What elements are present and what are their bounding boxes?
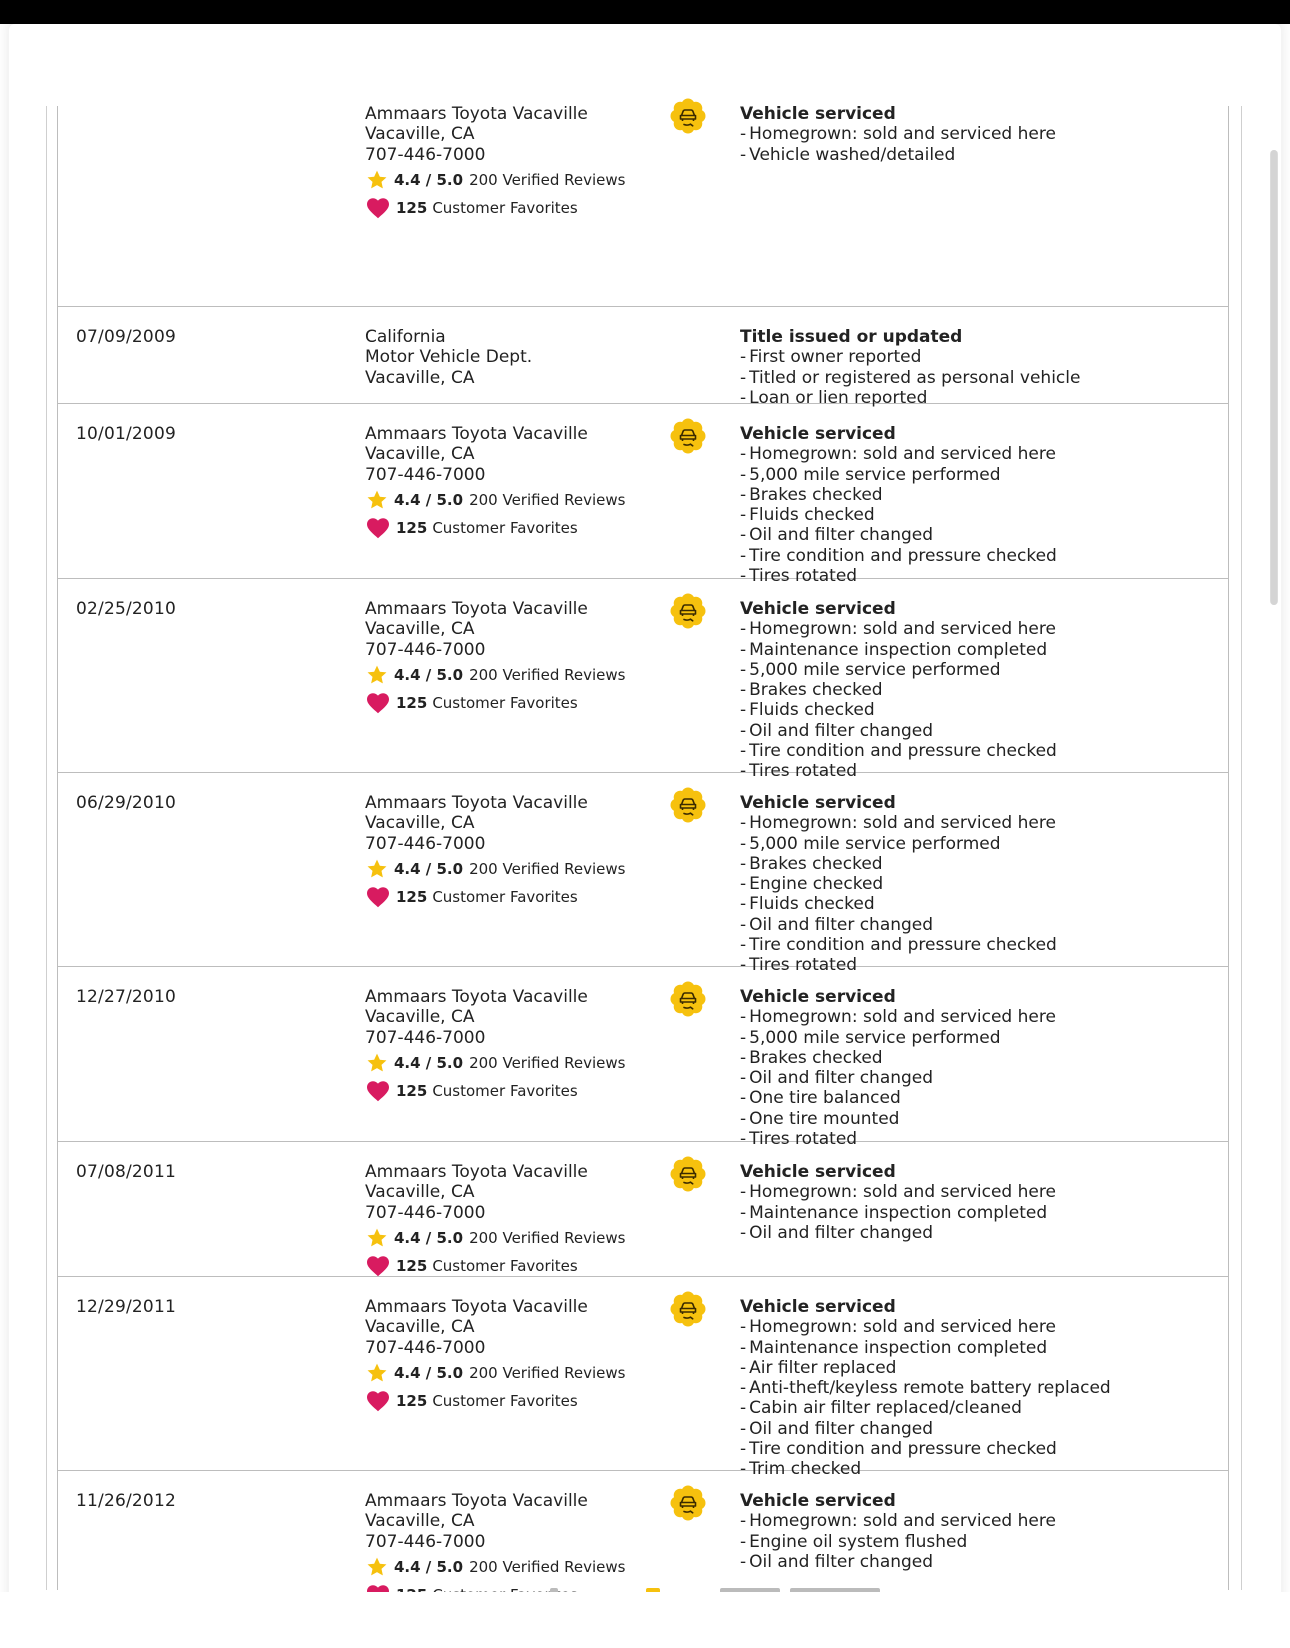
rating-score: 4.4 / 5.0 bbox=[394, 170, 464, 189]
favorites-label: Customer Favorites bbox=[432, 1256, 578, 1275]
detail-title: Vehicle serviced bbox=[740, 1491, 896, 1511]
record-details bbox=[740, 1297, 1111, 1480]
customer-favorites[interactable] bbox=[365, 517, 625, 539]
dealer-rating[interactable] bbox=[365, 664, 625, 686]
detail-item: - Oil and filter changed bbox=[740, 1068, 1056, 1088]
detail-title: Vehicle serviced bbox=[740, 987, 896, 1007]
detail-item: - 5,000 mile service performed bbox=[740, 834, 1057, 854]
detail-item: - Tire condition and pressure checked bbox=[740, 1439, 1111, 1459]
review-count[interactable]: 200 Verified Reviews bbox=[469, 170, 626, 189]
record-date: 07/09/2009 bbox=[76, 327, 176, 347]
heart-icon bbox=[366, 1390, 390, 1412]
source-address-line: Vacaville, CA bbox=[365, 619, 475, 640]
detail-item: - One tire balanced bbox=[740, 1088, 1056, 1108]
car-wrench-icon bbox=[670, 98, 706, 134]
vehicle-history-table bbox=[57, 106, 1229, 1590]
review-count[interactable]: 200 Verified Reviews bbox=[469, 490, 626, 509]
record-details bbox=[740, 424, 1057, 586]
detail-item: - Tires rotated bbox=[740, 955, 1057, 975]
favorites-label: Customer Favorites bbox=[432, 1391, 578, 1410]
heart-icon bbox=[366, 197, 390, 219]
source-name: Ammaars Toyota Vacaville bbox=[365, 599, 588, 619]
favorites-label: Customer Favorites bbox=[432, 693, 578, 712]
scrollbar-thumb[interactable] bbox=[1271, 150, 1277, 605]
star-icon bbox=[366, 169, 388, 191]
detail-item: - Oil and filter changed bbox=[740, 525, 1057, 545]
detail-item: - One tire mounted bbox=[740, 1109, 1056, 1129]
detail-item: - First owner reported bbox=[740, 347, 1080, 367]
star-icon bbox=[366, 1227, 388, 1249]
record-date: 02/25/2010 bbox=[76, 599, 176, 619]
rating-score: 4.4 / 5.0 bbox=[394, 1557, 464, 1576]
favorites-label: Customer Favorites bbox=[432, 518, 578, 537]
dealer-rating[interactable] bbox=[365, 858, 625, 880]
detail-item: - Loan or lien reported bbox=[740, 388, 1080, 408]
favorites-label: Customer Favorites bbox=[432, 1081, 578, 1100]
detail-item: - Titled or registered as personal vehicle bbox=[740, 368, 1080, 388]
source-phone: 707-446-7000 bbox=[365, 1027, 486, 1048]
detail-item: - Tires rotated bbox=[740, 761, 1057, 781]
rating-score: 4.4 / 5.0 bbox=[394, 1228, 464, 1247]
review-count[interactable]: 200 Verified Reviews bbox=[469, 1228, 626, 1247]
record-date: 11/26/2012 bbox=[76, 1491, 176, 1511]
rating-score: 4.4 / 5.0 bbox=[394, 665, 464, 684]
customer-favorites[interactable] bbox=[365, 1080, 625, 1102]
record-source bbox=[365, 104, 625, 219]
dealer-rating[interactable] bbox=[365, 489, 625, 511]
review-count[interactable]: 200 Verified Reviews bbox=[469, 1363, 626, 1382]
source-address-line: Vacaville, CA bbox=[365, 444, 475, 465]
history-row bbox=[58, 84, 1228, 307]
detail-item: - Oil and filter changed bbox=[740, 1552, 1056, 1572]
source-address-line: Vacaville, CA bbox=[365, 1182, 475, 1203]
star-icon bbox=[366, 858, 388, 880]
heart-icon bbox=[366, 886, 390, 908]
rating-score: 4.4 / 5.0 bbox=[394, 490, 464, 509]
detail-item: - Oil and filter changed bbox=[740, 915, 1057, 935]
detail-item: - Oil and filter changed bbox=[740, 1223, 1056, 1243]
rating-score: 4.4 / 5.0 bbox=[394, 1363, 464, 1382]
review-count[interactable]: 200 Verified Reviews bbox=[469, 859, 626, 878]
favorites-count: 125 bbox=[396, 198, 428, 217]
car-wrench-icon bbox=[670, 418, 706, 454]
heart-icon bbox=[366, 1255, 390, 1277]
detail-item: - Tires rotated bbox=[740, 1129, 1056, 1149]
record-source bbox=[365, 599, 625, 714]
record-date: 10/01/2009 bbox=[76, 424, 176, 444]
record-source bbox=[365, 327, 532, 388]
detail-title: Title issued or updated bbox=[740, 327, 963, 347]
dealer-rating[interactable] bbox=[365, 1556, 625, 1578]
car-wrench-icon bbox=[670, 981, 706, 1017]
record-details bbox=[740, 104, 1056, 165]
source-name: Ammaars Toyota Vacaville bbox=[365, 104, 588, 124]
customer-favorites[interactable] bbox=[365, 886, 625, 908]
record-source bbox=[365, 1162, 625, 1277]
source-name: Ammaars Toyota Vacaville bbox=[365, 793, 588, 813]
detail-item: - Brakes checked bbox=[740, 1048, 1056, 1068]
source-name: Ammaars Toyota Vacaville bbox=[365, 424, 588, 444]
detail-item: - Oil and filter changed bbox=[740, 721, 1057, 741]
source-phone: 707-446-7000 bbox=[365, 639, 486, 660]
detail-item: - Fluids checked bbox=[740, 894, 1057, 914]
review-count[interactable]: 200 Verified Reviews bbox=[469, 1053, 626, 1072]
favorites-count: 125 bbox=[396, 1391, 428, 1410]
customer-favorites[interactable] bbox=[365, 692, 625, 714]
status-bar bbox=[0, 0, 1290, 24]
review-count[interactable]: 200 Verified Reviews bbox=[469, 1557, 626, 1576]
history-row bbox=[58, 1277, 1228, 1480]
record-source bbox=[365, 987, 625, 1102]
car-wrench-icon bbox=[670, 787, 706, 823]
record-date: 07/08/2011 bbox=[76, 1162, 176, 1182]
record-details bbox=[740, 327, 1080, 408]
source-name: Ammaars Toyota Vacaville bbox=[365, 1162, 588, 1182]
detail-title: Vehicle serviced bbox=[740, 599, 896, 619]
detail-item: - Tire condition and pressure checked bbox=[740, 935, 1057, 955]
detail-title: Vehicle serviced bbox=[740, 1162, 896, 1182]
customer-favorites[interactable] bbox=[365, 1390, 625, 1412]
detail-item: - Brakes checked bbox=[740, 854, 1057, 874]
favorites-count: 125 bbox=[396, 518, 428, 537]
record-details bbox=[740, 1162, 1056, 1243]
record-source bbox=[365, 424, 625, 539]
star-icon bbox=[366, 664, 388, 686]
dealer-rating[interactable] bbox=[365, 1227, 625, 1249]
source-address-line: Vacaville, CA bbox=[365, 367, 475, 388]
detail-item: - Homegrown: sold and serviced here bbox=[740, 124, 1056, 144]
detail-item: - Homegrown: sold and serviced here bbox=[740, 619, 1057, 639]
review-count[interactable]: 200 Verified Reviews bbox=[469, 665, 626, 684]
detail-item: - Engine checked bbox=[740, 874, 1057, 894]
customer-favorites[interactable] bbox=[365, 1255, 625, 1277]
detail-item: - Maintenance inspection completed bbox=[740, 1338, 1111, 1358]
source-address-line: Vacaville, CA bbox=[365, 813, 475, 834]
source-name: California bbox=[365, 327, 446, 347]
star-icon bbox=[366, 1556, 388, 1578]
detail-item: - Homegrown: sold and serviced here bbox=[740, 813, 1057, 833]
detail-item: - 5,000 mile service performed bbox=[740, 1028, 1056, 1048]
source-name: Ammaars Toyota Vacaville bbox=[365, 1297, 588, 1317]
source-phone: 707-446-7000 bbox=[365, 144, 486, 165]
detail-item: - Homegrown: sold and serviced here bbox=[740, 1317, 1111, 1337]
detail-item: - Homegrown: sold and serviced here bbox=[740, 1511, 1056, 1531]
star-icon bbox=[366, 1052, 388, 1074]
heart-icon bbox=[366, 692, 390, 714]
detail-item: - Air filter replaced bbox=[740, 1358, 1111, 1378]
source-phone: 707-446-7000 bbox=[365, 1202, 486, 1223]
favorites-label: Customer Favorites bbox=[432, 887, 578, 906]
source-address-line: Vacaville, CA bbox=[365, 1007, 475, 1028]
detail-item: - 5,000 mile service performed bbox=[740, 465, 1057, 485]
record-source bbox=[365, 793, 625, 908]
record-source bbox=[365, 1297, 625, 1412]
rating-score: 4.4 / 5.0 bbox=[394, 1053, 464, 1072]
history-row bbox=[58, 307, 1228, 408]
detail-item: - Fluids checked bbox=[740, 505, 1057, 525]
car-wrench-icon bbox=[670, 1291, 706, 1327]
history-row bbox=[58, 967, 1228, 1150]
history-row bbox=[58, 773, 1228, 976]
detail-item: - 5,000 mile service performed bbox=[740, 660, 1057, 680]
dealer-rating[interactable] bbox=[365, 1052, 625, 1074]
star-icon bbox=[366, 1362, 388, 1384]
heart-icon bbox=[366, 517, 390, 539]
detail-item: - Vehicle washed/detailed bbox=[740, 145, 1056, 165]
source-address-line: Vacaville, CA bbox=[365, 1317, 475, 1338]
detail-item: - Maintenance inspection completed bbox=[740, 1203, 1056, 1223]
dealer-rating[interactable] bbox=[365, 1362, 625, 1384]
detail-title: Vehicle serviced bbox=[740, 793, 896, 813]
favorites-count: 125 bbox=[396, 887, 428, 906]
heart-icon bbox=[366, 1080, 390, 1102]
star-icon bbox=[366, 489, 388, 511]
record-date: 06/29/2010 bbox=[76, 793, 176, 813]
detail-item: - Engine oil system flushed bbox=[740, 1532, 1056, 1552]
favorites-count: 125 bbox=[396, 693, 428, 712]
source-phone: 707-446-7000 bbox=[365, 464, 486, 485]
detail-item: - Brakes checked bbox=[740, 485, 1057, 505]
detail-item: - Anti-theft/keyless remote battery replaced bbox=[740, 1378, 1111, 1398]
car-wrench-icon bbox=[670, 1485, 706, 1521]
record-date: 12/27/2010 bbox=[76, 987, 176, 1007]
car-wrench-icon bbox=[670, 593, 706, 629]
detail-title: Vehicle serviced bbox=[740, 1297, 896, 1317]
detail-item: - Tire condition and pressure checked bbox=[740, 546, 1057, 566]
source-address-line: Vacaville, CA bbox=[365, 124, 475, 145]
source-address-line: Motor Vehicle Dept. bbox=[365, 347, 533, 368]
detail-title: Vehicle serviced bbox=[740, 104, 896, 124]
rating-score: 4.4 / 5.0 bbox=[394, 859, 464, 878]
favorites-count: 125 bbox=[396, 1256, 428, 1275]
car-wrench-icon bbox=[670, 1156, 706, 1192]
dealer-rating[interactable] bbox=[365, 169, 625, 191]
detail-item: - Cabin air filter replaced/cleaned bbox=[740, 1398, 1111, 1418]
favorites-count: 125 bbox=[396, 1081, 428, 1100]
source-name: Ammaars Toyota Vacaville bbox=[365, 987, 588, 1007]
history-row bbox=[58, 579, 1228, 782]
detail-item: - Fluids checked bbox=[740, 700, 1057, 720]
source-name: Ammaars Toyota Vacaville bbox=[365, 1491, 588, 1511]
record-details bbox=[740, 599, 1057, 782]
detail-item: - Homegrown: sold and serviced here bbox=[740, 444, 1057, 464]
history-row bbox=[58, 1142, 1228, 1277]
history-row bbox=[58, 404, 1228, 587]
favorites-label: Customer Favorites bbox=[432, 198, 578, 217]
record-date: 12/29/2011 bbox=[76, 1297, 176, 1317]
bottom-area bbox=[0, 1592, 1290, 1648]
detail-item: - Homegrown: sold and serviced here bbox=[740, 1007, 1056, 1027]
detail-item: - Brakes checked bbox=[740, 680, 1057, 700]
record-details bbox=[740, 1491, 1056, 1572]
detail-item: - Trim checked bbox=[740, 1459, 1111, 1479]
detail-title: Vehicle serviced bbox=[740, 424, 896, 444]
record-details bbox=[740, 793, 1057, 976]
detail-item: - Maintenance inspection completed bbox=[740, 640, 1057, 660]
source-phone: 707-446-7000 bbox=[365, 833, 486, 854]
detail-item: - Homegrown: sold and serviced here bbox=[740, 1182, 1056, 1202]
source-phone: 707-446-7000 bbox=[365, 1531, 486, 1552]
detail-item: - Tire condition and pressure checked bbox=[740, 741, 1057, 761]
record-details bbox=[740, 987, 1056, 1149]
source-address-line: Vacaville, CA bbox=[365, 1511, 475, 1532]
customer-favorites[interactable] bbox=[365, 197, 625, 219]
detail-item: - Tires rotated bbox=[740, 566, 1057, 586]
history-row bbox=[58, 1471, 1228, 1605]
detail-item: - Oil and filter changed bbox=[740, 1419, 1111, 1439]
source-phone: 707-446-7000 bbox=[365, 1337, 486, 1358]
